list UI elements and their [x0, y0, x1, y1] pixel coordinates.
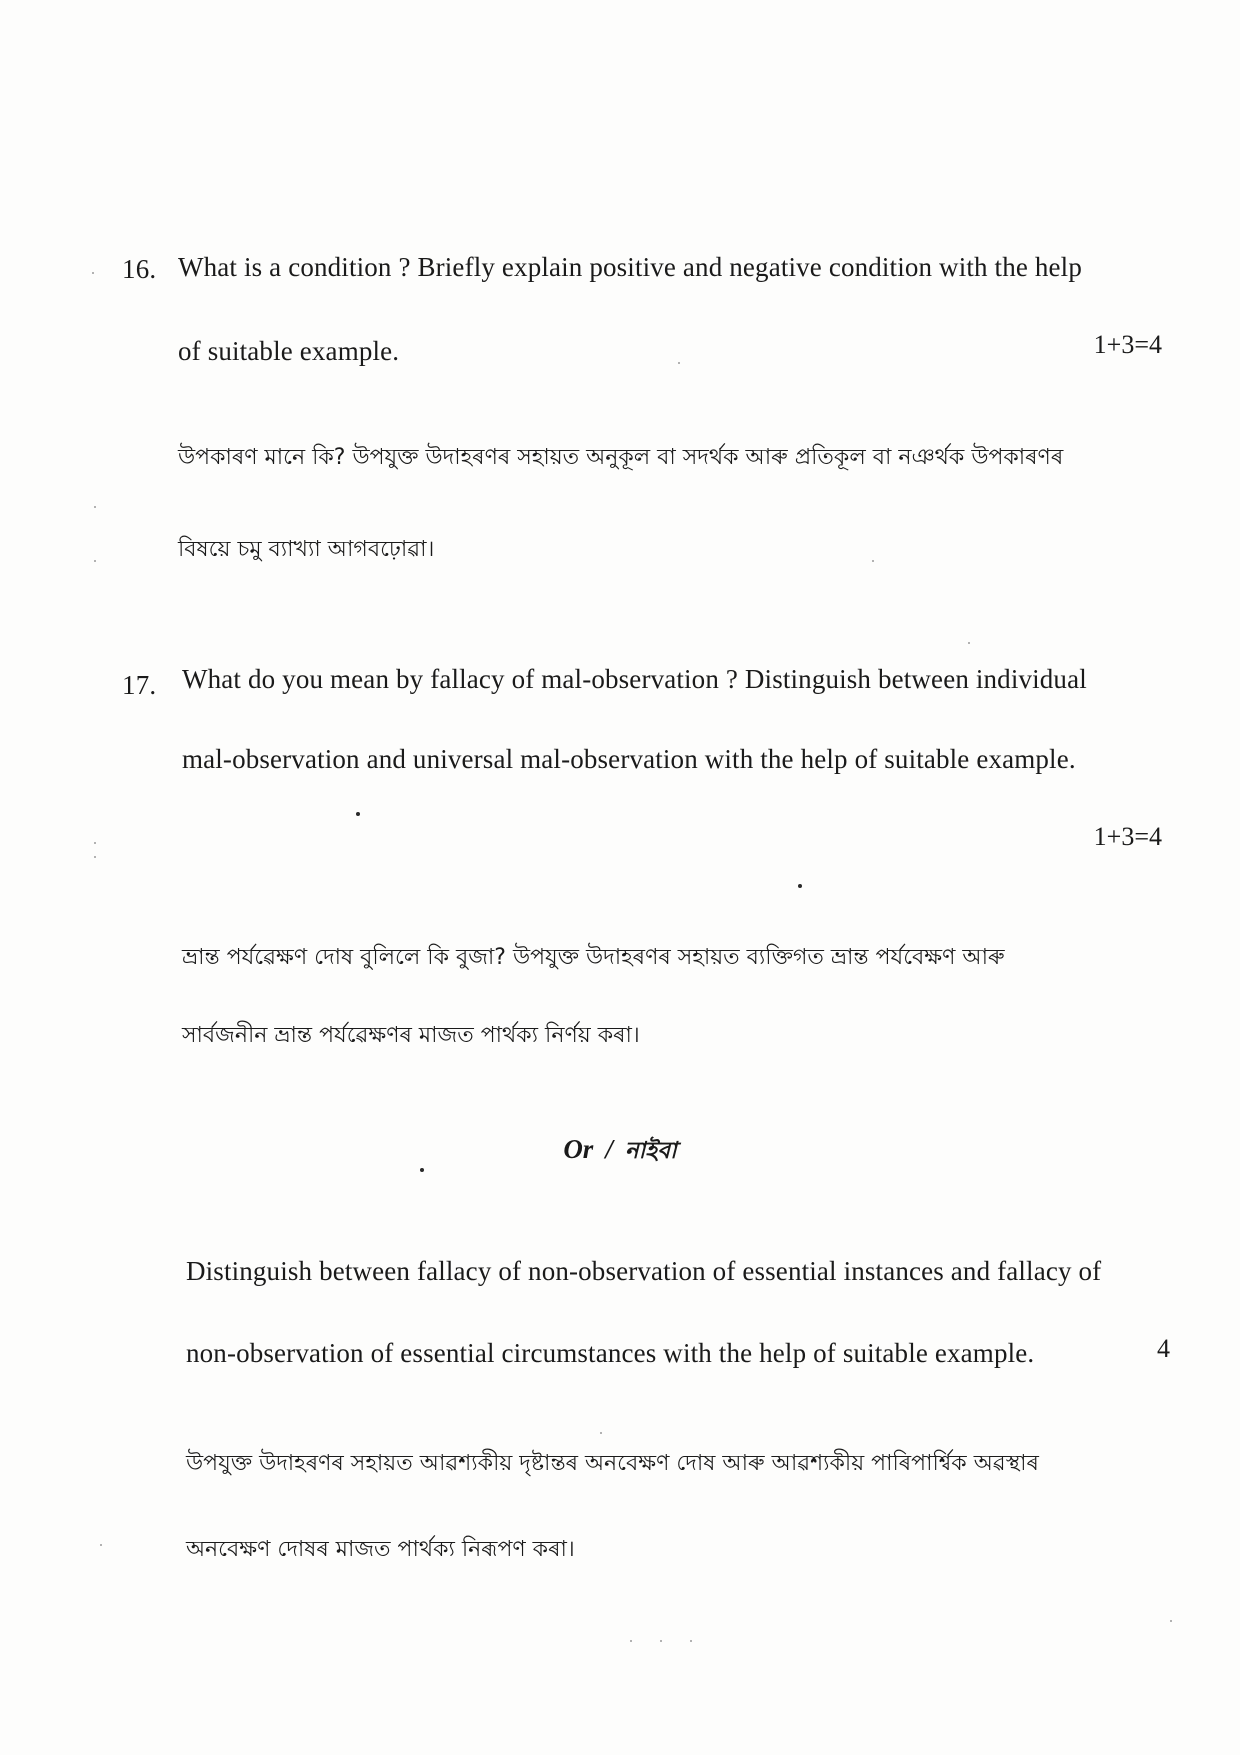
scan-speck: [94, 856, 96, 858]
question-16-assamese-line-2: বিষয়ে চমু ব্যাখ্যা আগবঢ়োৱা।: [178, 537, 435, 562]
scan-speck: [94, 560, 96, 562]
question-17-marks: 1+3=4: [1093, 822, 1162, 851]
alternative-question-assamese-line-2: অনবেক্ষণ দোষৰ মাজত পাৰ্থক্য নিৰূপণ কৰা।: [186, 1537, 575, 1562]
scan-speck: [356, 812, 360, 816]
or-english: Or: [563, 1134, 594, 1164]
scan-speck: [872, 560, 874, 562]
question-17-text-line-1: What do you mean by fallacy of mal-observation ? Distinguish between individual: [182, 664, 1087, 694]
question-16-text-line-2: of suitable example.: [178, 336, 400, 366]
question-16-number: 16.: [122, 254, 157, 284]
or-separator: /: [605, 1134, 613, 1164]
scan-speck: [798, 884, 802, 888]
scan-speck: [420, 1168, 424, 1172]
scan-speck: [1170, 1620, 1172, 1622]
question-17-text-line-2: mal-observation and universal mal-observation with the help of suitable example.: [182, 744, 1076, 774]
scan-speck: [968, 642, 970, 644]
scan-speck: [100, 1544, 102, 1546]
alternative-question-line-1: Distinguish between fallacy of non-observation of essential instances and fallacy of: [186, 1256, 1102, 1286]
scan-speck: [690, 1640, 692, 1642]
alternative-question-assamese-line-1: উপযুক্ত উদাহৰণৰ সহায়ত আৱশ্যকীয় দৃষ্টান্তৰ অনবেক্ষণ দোষ আৰু আৱশ্যকীয় পাৰিপাৰ্শ্বিক অৱস্থাৰ: [186, 1451, 1039, 1476]
scan-speck: [660, 1640, 662, 1642]
scan-speck: [600, 1432, 602, 1434]
alternative-question-marks: 4: [1157, 1334, 1170, 1363]
scan-speck: [92, 272, 94, 274]
question-17-number: 17.: [122, 670, 157, 700]
question-16-assamese-line-1: উপকাৰণ মানে কি? উপযুক্ত উদাহৰণৰ সহায়ত অনুকূল বা সদৰ্থক আৰু প্ৰতিকূল বা নঞৰ্থক উপকাৰণৰ: [178, 445, 1064, 470]
question-16-marks: 1+3=4: [1093, 330, 1162, 359]
scan-speck: [94, 842, 96, 844]
question-16-text-line-1: What is a condition ? Briefly explain positive and negative condition with the help: [178, 252, 1082, 282]
scan-speck: [94, 506, 96, 508]
or-assamese: নাইবা: [624, 1138, 677, 1164]
scan-speck: [678, 362, 680, 364]
question-17-assamese-line-1: ভ্ৰান্ত পৰ্যৱেক্ষণ দোষ বুলিলে কি বুজা? উপযুক্ত উদাহৰণৰ সহায়ত ব্যক্তিগত ভ্ৰান্ত পৰ্যবেক্ষণ আৰু: [182, 945, 1005, 970]
alternative-question-line-2: non-observation of essential circumstances with the help of suitable example.: [186, 1338, 1035, 1368]
scan-speck: [630, 1640, 632, 1642]
question-17-assamese-line-2: সাৰ্বজনীন ভ্ৰান্ত পৰ্যৱেক্ষণৰ মাজত পাৰ্থক্য নিৰ্ণয় কৰা।: [182, 1023, 640, 1048]
or-divider: [0, 1132, 1240, 1171]
